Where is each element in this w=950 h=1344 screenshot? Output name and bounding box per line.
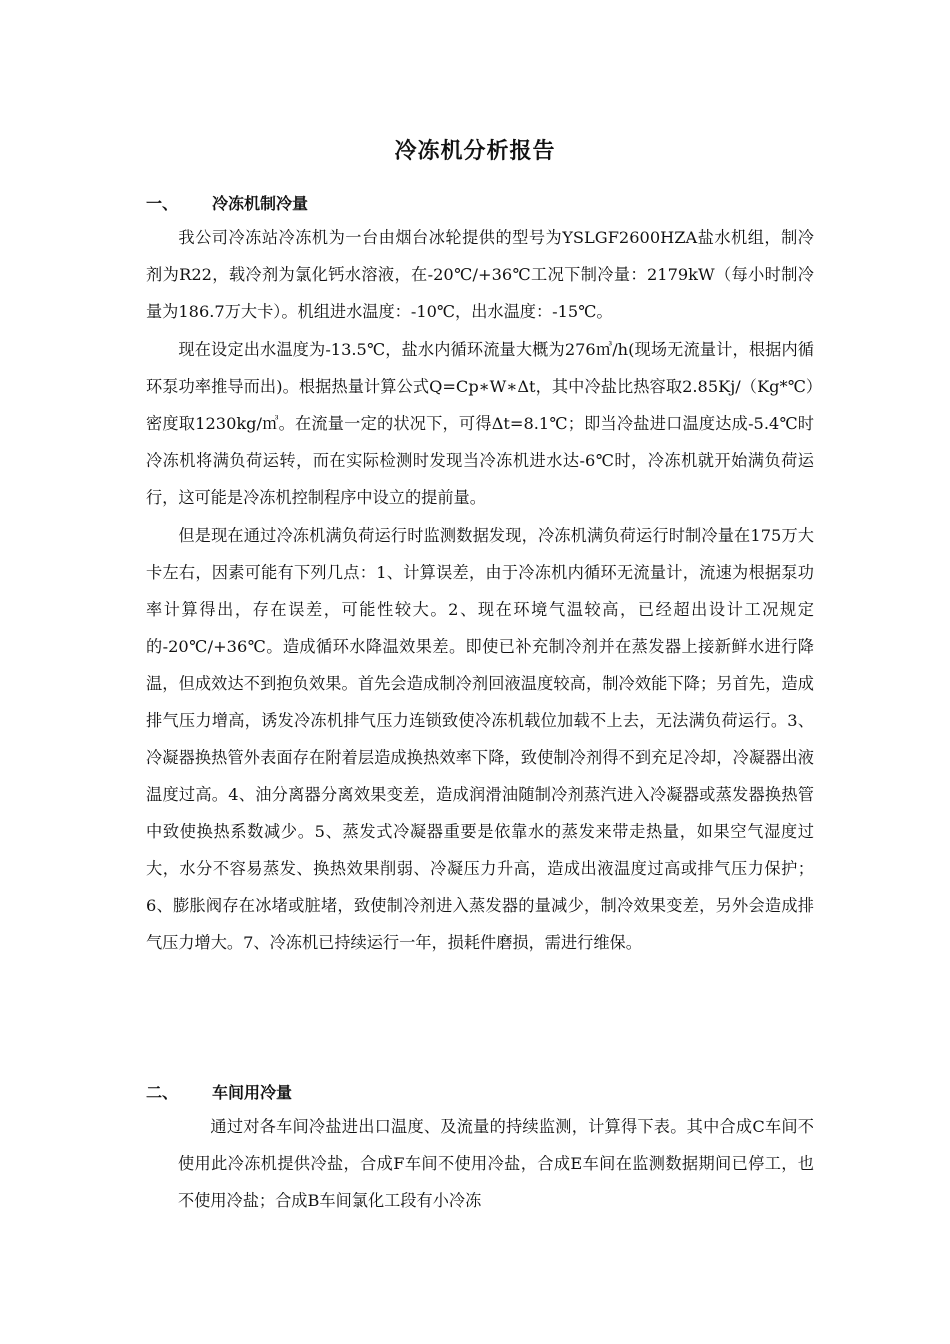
section-heading-2 [146, 1081, 292, 1105]
section-2-body [178, 1108, 814, 1219]
section-heading-1 [146, 192, 308, 216]
paragraph: 通过对各车间冷盐进出口温度、及流量的持续监测，计算得下表。其中合成C车间不使用此冷冻机提供冷盐，合成F车间不使用冷盐，合成E车间在监测数据期间已停工，也不使用冷盐；合成B车间氯化工段有小冷冻 [178, 1117, 814, 1210]
section-1-body [146, 219, 814, 961]
paragraph: 我公司冷冻站冷冻机为一台由烟台冰轮提供的型号为YSLGF2600HZA盐水机组，制冷剂为R22，载冷剂为氯化钙水溶液，在-20℃/+36℃工况下制冷量：2179kW（每小时制冷量为186.7万大卡）。机组进水温度：-10℃，出水温度：-15℃。 [146, 228, 814, 321]
section-heading-text: 冷冻机制冷量 [212, 194, 309, 213]
section-number: 二、 [146, 1083, 179, 1102]
paragraph: 但是现在通过冷冻机满负荷运行时监测数据发现，冷冻机满负荷运行时制冷量在175万大卡左右，因素可能有下列几点：1、计算误差，由于冷冻机内循环无流量计，流速为根据泵功率计算得出，存在误差，可能性较大。2、现在环境气温较高，已经超出设计工况规定的-20℃/+36℃。造成循环水降温效果差。即使已补充制冷剂并在蒸发器上接新鲜水进行降温，但成效达不到抱负效果。首先会造成制冷剂回液温度较高，制冷效能下降；另首先，造成排气压力增高，诱发冷冻机排气压力连锁致使冷冻机载位加载不上去，无法满负荷运行。3、冷凝器换热管外表面存在附着层造成换热效率下降，致使制冷剂得不到充足冷却，冷凝器出液温度过高。4、油分离器分离效果变差，造成润滑油随制冷剂蒸汽进入冷凝器或蒸发器换热管中致使换热系数减少。5、蒸发式冷凝器重要是依靠水的蒸发来带走热量，如果空气湿度过大，水分不容易蒸发、换热效果削弱、冷凝压力升高，造成出液温度过高或排气压力保护；6、膨胀阀存在冰堵或脏堵，致使制冷剂进入蒸发器的量减少，制冷效果变差，另外会造成排气压力增大。7、冷冻机已持续运行一年，损耗件磨损，需进行维保。 [146, 526, 814, 952]
page-title: 冷冻机分析报告 [394, 139, 556, 164]
section-heading-text: 车间用冷量 [212, 1083, 293, 1102]
section-number: 一、 [146, 194, 179, 213]
paragraph: 现在设定出水温度为-13.5℃，盐水内循环流量大概为276㎥/h(现场无流量计，根据内循环泵功率推导而出)。根据热量计算公式Q=Cp∗W∗Δt，其中冷盐比热容取2.85Kj/（Kg*℃）密度取1230kg/㎥。在流量一定的状况下，可得Δt=8.1℃；即当冷盐进口温度达成-5.4℃时冷冻机将满负荷运转，而在实际检测时发现当冷冻机进水达-6℃时，冷冻机就开始满负荷运行，这可能是冷冻机控制程序中设立的提前量。 [146, 340, 814, 507]
